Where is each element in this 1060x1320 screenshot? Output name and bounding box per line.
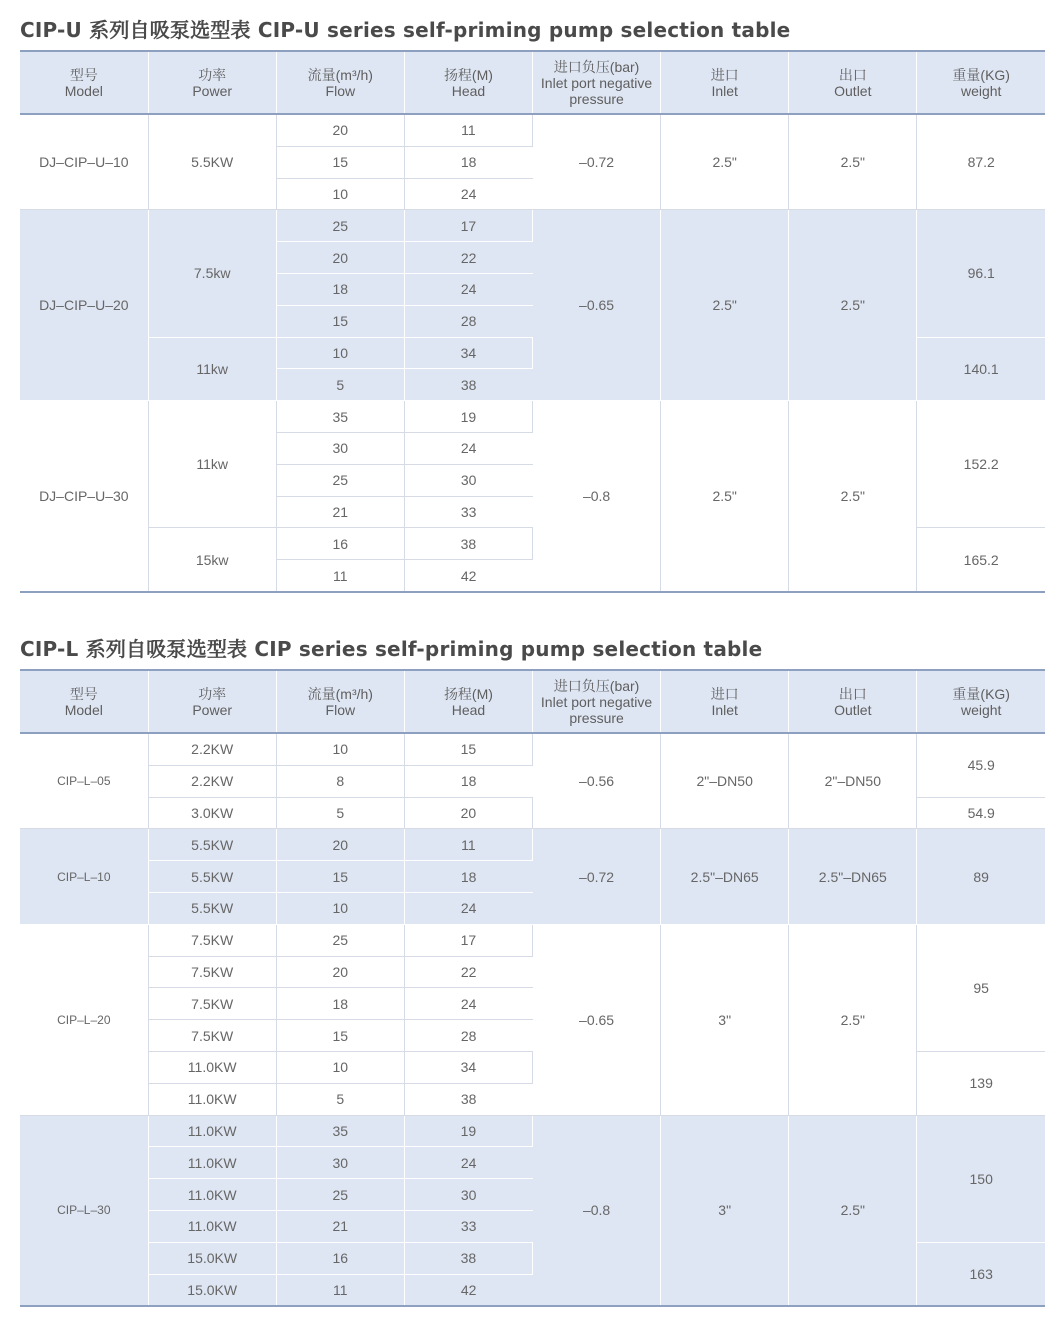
header-line: 出口 bbox=[838, 685, 867, 702]
head-cell: 42 bbox=[404, 560, 532, 592]
flow-cell: 10 bbox=[276, 178, 404, 210]
model-cell: DJ–CIP–U–30 bbox=[20, 401, 148, 592]
head-cell: 17 bbox=[404, 210, 532, 242]
inlet-pressure-cell: –0.56 bbox=[533, 733, 661, 829]
table-header-row bbox=[20, 670, 1045, 733]
model-cell: CIP–L–10 bbox=[20, 829, 148, 924]
header-line: 型号 bbox=[69, 66, 98, 83]
cip-l-selection-table bbox=[20, 669, 1045, 1307]
power-cell: 5.5KW bbox=[148, 892, 276, 924]
power-cell: 2.2KW bbox=[148, 733, 276, 765]
inlet-cell: 2.5" bbox=[661, 401, 789, 592]
power-cell: 5.5KW bbox=[148, 829, 276, 861]
head-cell: 17 bbox=[404, 924, 532, 956]
header-inlet bbox=[661, 670, 789, 733]
header-line: 功率 bbox=[198, 685, 227, 702]
weight-cell: 96.1 bbox=[917, 210, 1045, 337]
table-title-cip-l: CIP-L 系列自吸泵选型表 CIP series self-priming pump selection table bbox=[20, 637, 763, 661]
flow-cell: 21 bbox=[276, 1210, 404, 1242]
header-line: weight bbox=[960, 701, 1002, 718]
weight-cell: 152.2 bbox=[917, 401, 1045, 528]
power-cell: 15.0KW bbox=[148, 1274, 276, 1306]
flow-cell: 18 bbox=[276, 988, 404, 1020]
power-cell: 3.0KW bbox=[148, 797, 276, 829]
table-row bbox=[20, 114, 1045, 146]
head-cell: 33 bbox=[404, 1210, 532, 1242]
power-cell: 7.5KW bbox=[148, 956, 276, 988]
head-cell: 11 bbox=[404, 114, 532, 146]
flow-cell: 35 bbox=[276, 1115, 404, 1147]
table-row bbox=[20, 829, 1045, 861]
header-line: 进口负压(bar) bbox=[553, 677, 640, 694]
header-power bbox=[148, 51, 276, 114]
weight-cell: 139 bbox=[917, 1051, 1045, 1115]
outlet-cell: 2.5" bbox=[789, 114, 917, 210]
head-cell: 24 bbox=[404, 892, 532, 924]
table-row bbox=[20, 401, 1045, 433]
head-cell: 11 bbox=[404, 829, 532, 861]
header-line: 进口 bbox=[710, 66, 739, 83]
flow-cell: 20 bbox=[276, 829, 404, 861]
power-cell: 7.5KW bbox=[148, 924, 276, 956]
head-cell: 19 bbox=[404, 1115, 532, 1147]
header-head bbox=[404, 670, 532, 733]
power-cell: 11.0KW bbox=[148, 1051, 276, 1083]
flow-cell: 10 bbox=[276, 733, 404, 765]
flow-cell: 20 bbox=[276, 114, 404, 146]
header-line: Power bbox=[192, 701, 233, 718]
flow-cell: 5 bbox=[276, 369, 404, 401]
header-line: pressure bbox=[569, 90, 624, 107]
flow-cell: 15 bbox=[276, 305, 404, 337]
power-cell: 11.0KW bbox=[148, 1179, 276, 1211]
flow-cell: 25 bbox=[276, 924, 404, 956]
model-cell: CIP–L–20 bbox=[20, 924, 148, 1115]
head-cell: 20 bbox=[404, 797, 532, 829]
weight-cell: 150 bbox=[917, 1115, 1045, 1242]
inlet-pressure-cell: –0.8 bbox=[533, 401, 661, 592]
head-cell: 33 bbox=[404, 496, 532, 528]
header-inlet-pressure bbox=[533, 670, 661, 733]
header-line: 功率 bbox=[198, 66, 227, 83]
flow-cell: 5 bbox=[276, 1083, 404, 1115]
head-cell: 30 bbox=[404, 1179, 532, 1211]
header-flow bbox=[276, 670, 404, 733]
header-outlet bbox=[789, 670, 917, 733]
inlet-pressure-cell: –0.72 bbox=[533, 114, 661, 210]
flow-cell: 20 bbox=[276, 242, 404, 274]
header-line: 重量(KG) bbox=[952, 685, 1010, 702]
header-line: 出口 bbox=[838, 66, 867, 83]
head-cell: 24 bbox=[404, 432, 532, 464]
weight-cell: 163 bbox=[917, 1242, 1045, 1306]
power-cell: 11kw bbox=[148, 337, 276, 401]
head-cell: 38 bbox=[404, 1083, 532, 1115]
weight-cell: 54.9 bbox=[917, 797, 1045, 829]
power-cell: 11.0KW bbox=[148, 1147, 276, 1179]
power-cell: 11.0KW bbox=[148, 1115, 276, 1147]
head-cell: 30 bbox=[404, 464, 532, 496]
power-cell: 5.5KW bbox=[148, 114, 276, 210]
head-cell: 24 bbox=[404, 178, 532, 210]
model-cell: DJ–CIP–U–10 bbox=[20, 114, 148, 210]
header-line: weight bbox=[960, 82, 1002, 99]
header-weight bbox=[917, 51, 1045, 114]
model-cell: CIP–L–05 bbox=[20, 733, 148, 829]
weight-cell: 89 bbox=[917, 829, 1045, 924]
header-line: Flow bbox=[325, 82, 356, 99]
header-outlet bbox=[789, 51, 917, 114]
outlet-cell: 2"–DN50 bbox=[789, 733, 917, 829]
flow-cell: 15 bbox=[276, 861, 404, 893]
weight-cell: 45.9 bbox=[917, 733, 1045, 797]
outlet-cell: 2.5" bbox=[789, 401, 917, 592]
inlet-cell: 2"–DN50 bbox=[661, 733, 789, 829]
head-cell: 34 bbox=[404, 337, 532, 369]
header-line: Inlet bbox=[711, 701, 738, 718]
table-row bbox=[20, 733, 1045, 765]
inlet-cell: 2.5"–DN65 bbox=[661, 829, 789, 924]
header-line: Head bbox=[451, 82, 486, 99]
flow-cell: 15 bbox=[276, 146, 404, 178]
inlet-pressure-cell: –0.65 bbox=[533, 210, 661, 401]
head-cell: 38 bbox=[404, 369, 532, 401]
header-line: 进口负压(bar) bbox=[553, 58, 640, 75]
flow-cell: 16 bbox=[276, 528, 404, 560]
table-title-cip-u: CIP-U 系列自吸泵选型表 CIP-U series self-priming pump selection table bbox=[20, 18, 791, 42]
flow-cell: 30 bbox=[276, 1147, 404, 1179]
power-cell: 7.5KW bbox=[148, 988, 276, 1020]
inlet-cell: 2.5" bbox=[661, 210, 789, 401]
inlet-cell: 3" bbox=[661, 924, 789, 1115]
header-line: Head bbox=[451, 701, 486, 718]
header-flow bbox=[276, 51, 404, 114]
header-weight bbox=[917, 670, 1045, 733]
power-cell: 11.0KW bbox=[148, 1083, 276, 1115]
head-cell: 22 bbox=[404, 242, 532, 274]
flow-cell: 5 bbox=[276, 797, 404, 829]
flow-cell: 10 bbox=[276, 892, 404, 924]
header-line: Inlet port negative bbox=[540, 74, 653, 91]
header-line: pressure bbox=[569, 709, 624, 726]
head-cell: 18 bbox=[404, 765, 532, 797]
cip-u-selection-table bbox=[20, 50, 1045, 593]
flow-cell: 21 bbox=[276, 496, 404, 528]
power-cell: 15kw bbox=[148, 528, 276, 592]
head-cell: 24 bbox=[404, 273, 532, 305]
weight-cell: 165.2 bbox=[917, 528, 1045, 592]
header-line: 流量(m³/h) bbox=[307, 685, 373, 702]
flow-cell: 11 bbox=[276, 1274, 404, 1306]
outlet-cell: 2.5" bbox=[789, 924, 917, 1115]
flow-cell: 25 bbox=[276, 464, 404, 496]
head-cell: 28 bbox=[404, 1020, 532, 1052]
table-row bbox=[20, 210, 1045, 242]
header-line: Model bbox=[64, 82, 103, 99]
header-line: 型号 bbox=[69, 685, 98, 702]
flow-cell: 10 bbox=[276, 337, 404, 369]
flow-cell: 30 bbox=[276, 432, 404, 464]
header-line: Flow bbox=[325, 701, 356, 718]
power-cell: 5.5KW bbox=[148, 861, 276, 893]
outlet-cell: 2.5" bbox=[789, 1115, 917, 1306]
header-line: Inlet bbox=[711, 82, 738, 99]
model-cell: CIP–L–30 bbox=[20, 1115, 148, 1306]
flow-cell: 8 bbox=[276, 765, 404, 797]
outlet-cell: 2.5" bbox=[789, 210, 917, 401]
head-cell: 34 bbox=[404, 1051, 532, 1083]
flow-cell: 35 bbox=[276, 401, 404, 433]
header-inlet bbox=[661, 51, 789, 114]
flow-cell: 25 bbox=[276, 1179, 404, 1211]
flow-cell: 10 bbox=[276, 1051, 404, 1083]
header-line: Model bbox=[64, 701, 103, 718]
header-line: 流量(m³/h) bbox=[307, 66, 373, 83]
inlet-cell: 3" bbox=[661, 1115, 789, 1306]
table-row bbox=[20, 1115, 1045, 1147]
inlet-pressure-cell: –0.65 bbox=[533, 924, 661, 1115]
table-row bbox=[20, 924, 1045, 956]
header-line: Power bbox=[192, 82, 233, 99]
head-cell: 15 bbox=[404, 733, 532, 765]
head-cell: 18 bbox=[404, 861, 532, 893]
flow-cell: 16 bbox=[276, 1242, 404, 1274]
header-line: 重量(KG) bbox=[952, 66, 1010, 83]
head-cell: 18 bbox=[404, 146, 532, 178]
flow-cell: 25 bbox=[276, 210, 404, 242]
head-cell: 22 bbox=[404, 956, 532, 988]
head-cell: 19 bbox=[404, 401, 532, 433]
head-cell: 28 bbox=[404, 305, 532, 337]
inlet-pressure-cell: –0.8 bbox=[533, 1115, 661, 1306]
flow-cell: 15 bbox=[276, 1020, 404, 1052]
power-cell: 2.2KW bbox=[148, 765, 276, 797]
head-cell: 24 bbox=[404, 1147, 532, 1179]
header-line: Outlet bbox=[834, 701, 872, 718]
inlet-cell: 2.5" bbox=[661, 114, 789, 210]
weight-cell: 95 bbox=[917, 924, 1045, 1051]
weight-cell: 140.1 bbox=[917, 337, 1045, 401]
model-cell: DJ–CIP–U–20 bbox=[20, 210, 148, 401]
flow-cell: 18 bbox=[276, 273, 404, 305]
header-power bbox=[148, 670, 276, 733]
header-inlet-pressure bbox=[533, 51, 661, 114]
head-cell: 38 bbox=[404, 1242, 532, 1274]
header-line: Inlet port negative bbox=[540, 693, 653, 710]
header-line: 扬程(M) bbox=[443, 685, 493, 702]
flow-cell: 11 bbox=[276, 560, 404, 592]
weight-cell: 87.2 bbox=[917, 114, 1045, 210]
power-cell: 15.0KW bbox=[148, 1242, 276, 1274]
power-cell: 7.5kw bbox=[148, 210, 276, 337]
header-line: Outlet bbox=[834, 82, 872, 99]
power-cell: 7.5KW bbox=[148, 1020, 276, 1052]
table-header-row bbox=[20, 51, 1045, 114]
head-cell: 42 bbox=[404, 1274, 532, 1306]
header-line: 扬程(M) bbox=[443, 66, 493, 83]
header-model bbox=[20, 670, 148, 733]
inlet-pressure-cell: –0.72 bbox=[533, 829, 661, 924]
header-model bbox=[20, 51, 148, 114]
power-cell: 11.0KW bbox=[148, 1210, 276, 1242]
outlet-cell: 2.5"–DN65 bbox=[789, 829, 917, 924]
power-cell: 11kw bbox=[148, 401, 276, 528]
head-cell: 24 bbox=[404, 988, 532, 1020]
header-line: 进口 bbox=[710, 685, 739, 702]
flow-cell: 20 bbox=[276, 956, 404, 988]
header-head bbox=[404, 51, 532, 114]
head-cell: 38 bbox=[404, 528, 532, 560]
